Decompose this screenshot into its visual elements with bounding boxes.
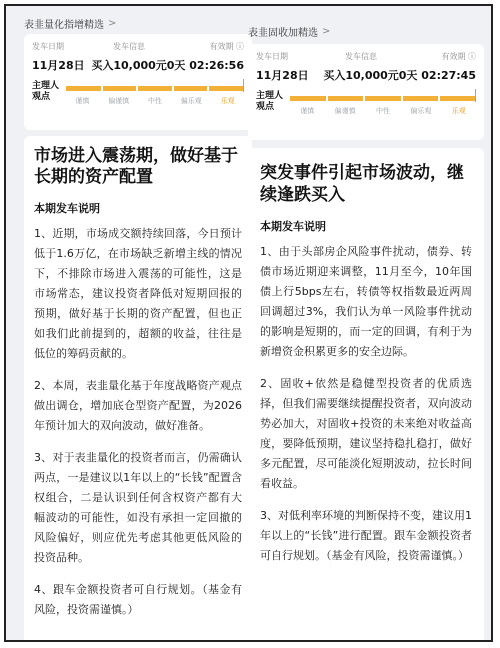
section-header-right[interactable]: [248, 20, 484, 42]
departure-date-label: 发车日期: [256, 52, 288, 61]
stance-title-line1: 主理人: [32, 81, 60, 91]
left-column: [24, 6, 252, 642]
article-headline: 突发事件引起市场波动，继续逢跌买入: [260, 163, 464, 205]
stance-label-cautious: 谨慎: [75, 97, 90, 105]
departure-info: [323, 51, 398, 83]
article-card: [24, 136, 252, 642]
right-column: [248, 6, 484, 642]
stance-level-fill: [290, 96, 476, 101]
validity: [399, 51, 476, 83]
article-card: [248, 148, 484, 642]
trade-info-grid: [32, 41, 244, 73]
article-paragraph: 3、对低利率环境的判断保持不变，建议用1年以上的“长钱”进行配置。跟车金额投资者可自行规划。（基金有风险，投资需谨慎。）: [260, 509, 472, 562]
article-paragraph: 4、跟车金额投资者可自行规划。（基金有风险，投资需谨慎。）: [34, 583, 242, 616]
departure-info: [91, 41, 166, 73]
stance-title-line2: 观点: [32, 92, 51, 102]
departure-info-label: 发车信息: [345, 52, 378, 61]
trade-info-card: [24, 34, 252, 130]
departure-info-value: 买入10,000元: [323, 69, 399, 82]
stance-marker: [243, 79, 244, 92]
stance-segment-divider: [438, 96, 440, 101]
validity-countdown: 0天 02:26:56: [166, 59, 244, 72]
stance-segment-divider: [326, 96, 328, 101]
app-frame: [4, 4, 493, 642]
article-paragraph: 1、由于头部房企风险事件扰动，债券、转债市场近期迎来调整，11月至今，10年国债上行5bps左右，转债等权指数最近两周回调超过3%，我们认为单一风险事件扰动的影响是短期的，而一定的回调，有利于为新增资金积累更多的安全边际。: [260, 245, 472, 358]
validity-countdown: 0天 02:27:45: [398, 69, 476, 82]
stance-marker: [475, 89, 476, 102]
stance-scale-labels: [66, 96, 244, 106]
stance-label-slightly-optimistic: 偏乐观: [180, 97, 202, 105]
stance-label-neutral: 中性: [375, 107, 390, 115]
section-header-left[interactable]: [24, 12, 252, 34]
article-paragraph: 2、本周，表韭量化基于年度战略资产观点做出调仓，增加底仓型资产配置，为2026年预计加大的双向波动，做好准备。: [34, 379, 242, 432]
departure-info-value: 买入10,000元: [91, 59, 167, 72]
stance-title-line2: 观点: [256, 102, 275, 112]
stance-level-fill: [66, 86, 244, 91]
stance-scale: [66, 81, 244, 107]
chevron-right-icon[interactable]: >: [108, 17, 117, 29]
departure-date-value: 11月28日: [32, 59, 85, 72]
article-paragraph: 2、固收+依然是稳健型投资者的优质选择，但我们需要继续提醒投资者，双向波动势必加大，对固收+投资的未来绝对收益高度，要降低预期，建议坚持稳扎稳打，做好多元配置，尽可能淡化短期波动，拉长时间看收益。: [260, 377, 472, 490]
stance-title: [32, 81, 66, 103]
validity-label[interactable]: 有效期 ⓘ: [209, 42, 244, 51]
departure-date-label: 发车日期: [32, 42, 64, 51]
manager-stance: [256, 91, 476, 117]
stance-segment-divider: [401, 96, 403, 101]
article-subhead: 本期发车说明: [34, 202, 100, 215]
stance-segment-divider: [207, 86, 209, 91]
stance-label-slightly-optimistic: 偏乐观: [410, 107, 432, 115]
article-subhead: 本期发车说明: [260, 220, 326, 233]
stance-label-slightly-cautious: 偏谨慎: [108, 97, 130, 105]
departure-date: [32, 41, 91, 73]
stance-segment-divider: [172, 86, 174, 91]
stance-title: [256, 91, 290, 113]
stance-segment-divider: [363, 96, 365, 101]
chevron-right-icon[interactable]: >: [322, 25, 331, 37]
departure-info-label: 发车信息: [113, 42, 146, 51]
article-paragraph: 3、对于表韭量化的投资者而言，仍需确认两点，一是建议以1年以上的“长钱”配置含权组合，二是认识到任何含权资产都有大幅波动的可能性，如没有承担一定回撤的风险偏好，则应优先考虑其他更低风险的投资品种。: [34, 451, 242, 564]
section-title[interactable]: 表韭固收加精选: [248, 27, 318, 39]
departure-date: [256, 51, 323, 83]
validity-label[interactable]: 有效期 ⓘ: [441, 52, 476, 61]
manager-stance: [32, 81, 244, 107]
validity: [167, 41, 244, 73]
stance-segment-divider: [136, 86, 138, 91]
article-paragraph: 1、近期，市场成交额持续回落，今日预计低于1.6万亿，在市场缺乏新增主线的情况下，不排除市场进入震荡的可能性，这是市场常态，建议投资者降低对短期回报的预期，做好基于长期的资产配置，但也正如我们此前提到的，超额的收益，往往是低位的筹码贡献的。: [34, 227, 242, 360]
stance-scale: [290, 91, 476, 117]
trade-info-grid: [256, 51, 476, 83]
trade-info-card: [248, 44, 484, 140]
stance-label-neutral: 中性: [147, 97, 162, 105]
stance-label-slightly-cautious: 偏谨慎: [334, 107, 356, 115]
article-headline: 市场进入震荡期，做好基于长期的资产配置: [34, 146, 238, 187]
stance-scale-labels: [290, 106, 476, 116]
section-title[interactable]: 表韭量化指增精选: [24, 19, 104, 31]
stance-label-cautious: 谨慎: [300, 107, 315, 115]
stance-segment-divider: [101, 86, 103, 91]
stance-label-optimistic: 乐观: [451, 107, 466, 115]
stance-title-line1: 主理人: [256, 91, 284, 101]
departure-date-value: 11月28日: [256, 69, 309, 82]
stance-label-optimistic: 乐观: [220, 97, 235, 105]
